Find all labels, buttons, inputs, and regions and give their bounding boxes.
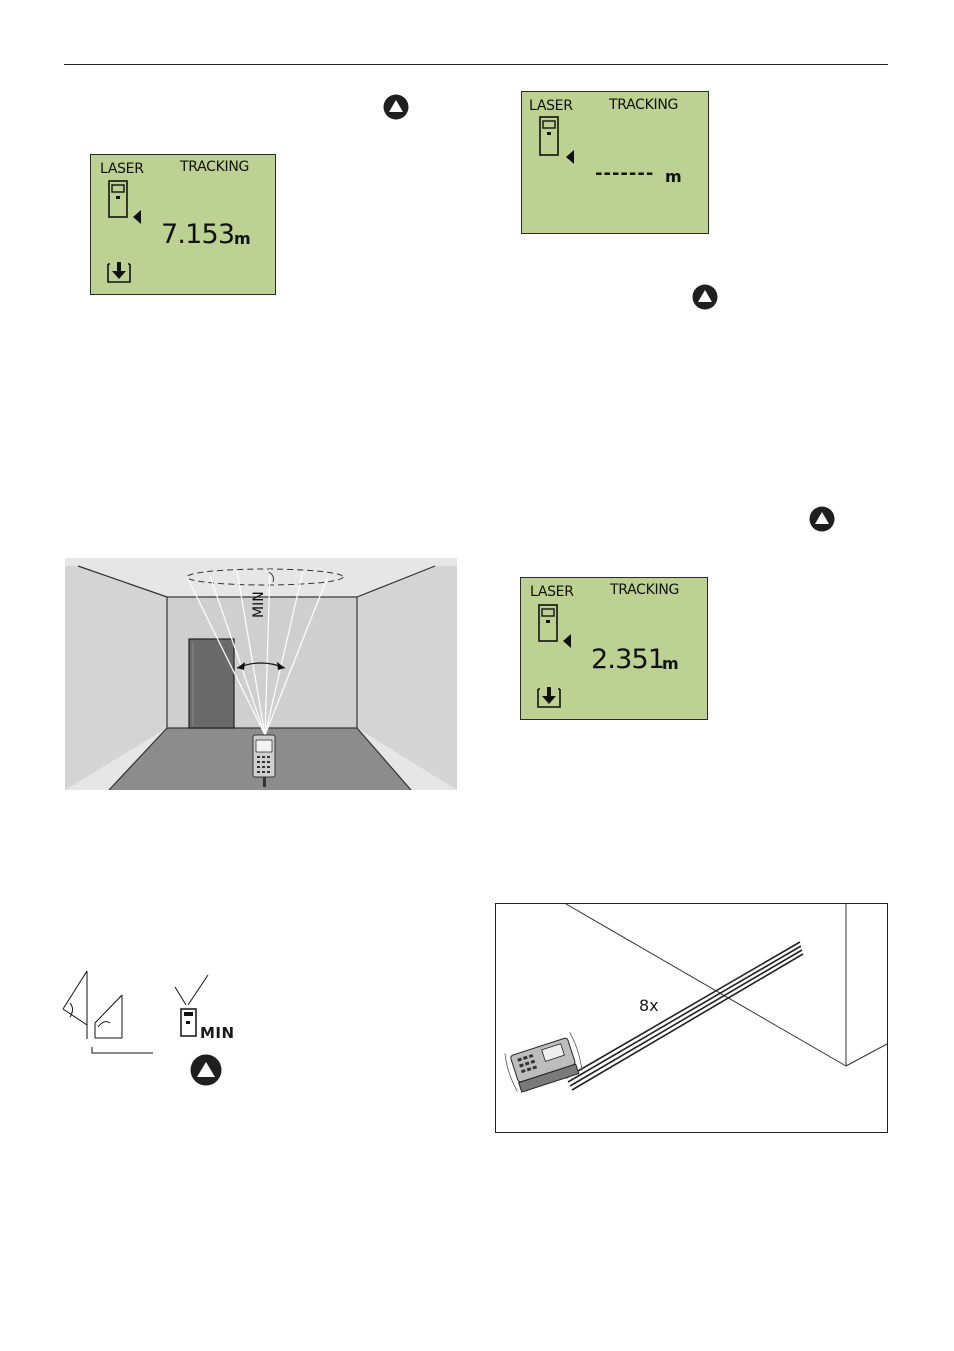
room-min-illustration (65, 558, 457, 790)
device-icon (108, 180, 148, 228)
triangle-up-key-icon[interactable] (383, 94, 409, 120)
room-min-label: MIN (251, 591, 267, 618)
store-arrow-icon (536, 685, 562, 709)
multi-measure-drawing (496, 904, 887, 1132)
lcd-status-label: TRACKING (180, 159, 250, 175)
repeat-count-label: 8x (639, 996, 659, 1015)
lcd-mode-label: LASER (100, 161, 144, 177)
device-icon (539, 116, 579, 164)
device-icon (538, 604, 578, 652)
lcd-mode-label: LASER (529, 98, 573, 114)
lcd-unit: m (665, 167, 682, 186)
lcd-unit: m (234, 229, 251, 248)
lcd-display-c (520, 577, 708, 720)
multi-measure-illustration (495, 903, 888, 1133)
lcd-display-a (90, 154, 276, 295)
angle-min-symbol-drawing (60, 965, 240, 1057)
lcd-value-placeholder: ------- (595, 163, 655, 184)
lcd-status-label: TRACKING (609, 97, 679, 113)
min-symbol-label: MIN (200, 1024, 235, 1042)
triangle-up-key-icon[interactable] (809, 506, 835, 532)
header-rule (64, 64, 888, 65)
lcd-mode-label: LASER (530, 584, 574, 600)
lcd-display-b (521, 91, 709, 234)
triangle-up-key-icon[interactable] (190, 1054, 222, 1086)
lcd-value: 7.153 (161, 219, 235, 250)
store-arrow-icon (106, 260, 132, 284)
lcd-value: 2.351 (591, 644, 665, 675)
triangle-up-key-icon[interactable] (692, 284, 718, 310)
lcd-status-label: TRACKING (610, 582, 680, 598)
lcd-unit: m (662, 654, 679, 673)
